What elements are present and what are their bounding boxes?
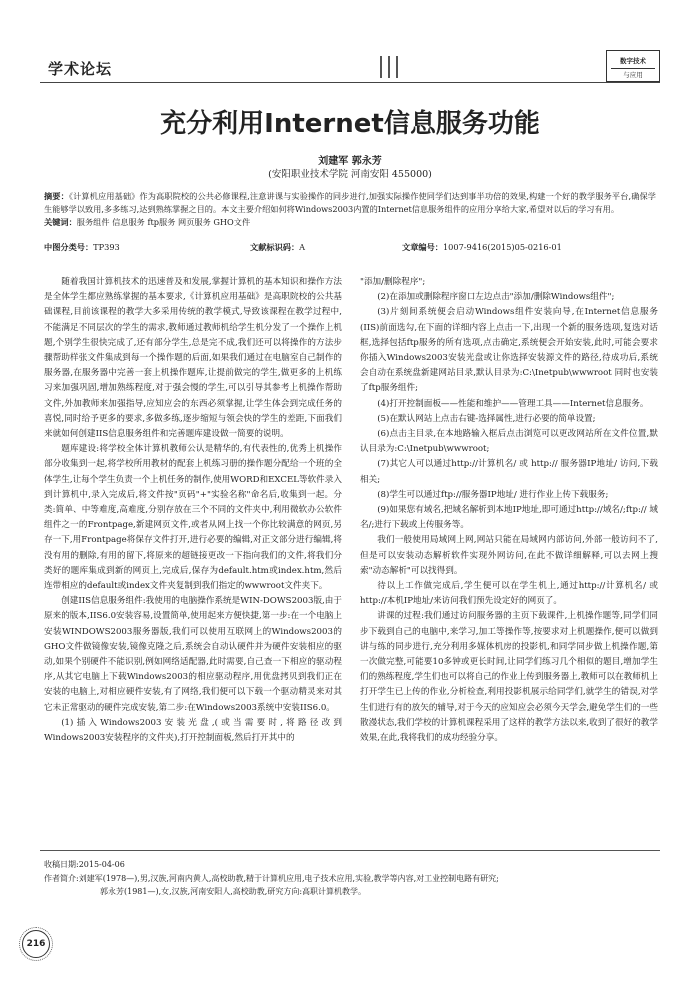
page-header <box>40 52 660 83</box>
paragraph: (5)在默认网站上点击右键-选择属性,进行必要的简单设置; <box>377 413 596 424</box>
doc-code <box>250 242 305 253</box>
left-column <box>44 275 342 746</box>
paragraph: 我们一般使用局域网上网,网站只能在局域网内部访问,外部一般访问不了,但是可以安装动态解析软件实现外网访问,在此不做详细解释,可以去网上搜索"动态解析"可以找得到。 <box>360 535 658 576</box>
paragraph: (2)在添加或删除程序窗口左边点击"添加/删除Windows组件"; <box>377 292 615 303</box>
abstract-label: 摘要： <box>44 191 69 201</box>
author-bio-2: 郭永芳(1981—),女,汉族,河南安阳人,高校助教,研究方向:高职计算机教学。 <box>100 887 367 896</box>
header-divider-bars-icon <box>380 56 404 80</box>
paragraph: "添加/删除程序"; <box>360 277 426 287</box>
journal-logo <box>606 50 660 82</box>
page-number: 216 <box>22 930 50 958</box>
paragraph: (9)如果您有域名,把域名解析到本地IP地址,即可通过http://域名/;ftp:// 域名/;进行下载或上传服务等。 <box>360 505 658 531</box>
paragraph: (7)其它人可以通过http://计算机名/ 或 http:// 服务器IP地址/ 访问,下载相关; <box>360 459 658 485</box>
clc-number <box>44 242 120 253</box>
author-bio-1: 作者简介:刘建军(1978—),男,汉族,河南内黄人,高校助教,精于计算机应用,电子技术应用,实验,教学等内容,对工业控制电路有研究; <box>44 873 499 883</box>
article-number-value: 1007-9416(2015)05-0216-01 <box>442 242 562 252</box>
article-number <box>402 242 562 253</box>
abstract-block <box>44 190 656 229</box>
doc-code-value: A <box>299 242 306 252</box>
abstract <box>44 190 656 216</box>
clc-label: 中图分类号： <box>44 242 94 252</box>
journal-logo-line1: 数字技术 <box>620 57 646 65</box>
paragraph: 讲课的过程:我们通过访问服务器的主页下载课件,上机操作题等,同学们同步下载到自己的电脑中,来学习,加工等操作等,按要求对上机题操作,便可以做到讲与练的同步进行,充分利用多媒体机房的投影机,和同学同步做上机操作题,第一次做完整,可能要10多钟或更长时间,让同学们练习几个相似的题目,增加学生们的熟练程度,学生们也可以将自己的作业上传到服务器上,教师可以在教师机上打开学生已上传的作业,分析检查,利用投影机展示给同学们,就学生的错误,对学生们进行有的放矢的辅导,对于今天的应知应会必须今天学会,避免学生们的一些散漫状态,我们学校的计算机课程采用了这样的教学方法以来,收到了很好的教学效果,在此,我将我们的成功经验分享。 <box>360 611 658 744</box>
received-date: 收稿日期:2015-04-06 <box>44 860 125 869</box>
paragraph: (8)学生可以通过ftp://服务器IP地址/ 进行作业上传下载服务; <box>377 489 609 500</box>
paragraph: 随着我国计算机技术的迅速普及和发展,掌握计算机的基本知识和操作方法是全体学生都应熟练掌握的基本要求,《计算机应用基础》是高职院校的公共基础课程,目前该课程的教学大多采用传统的教学模式,导致该课程在教学过程中,不能满足不同层次的学生的需求,教师通过教师机给学生机分发了一个操作上机题,个别学生很快完成了,还有部分学生,总是完不成,我们还可以将操作的方法步骤帮助样张文件集成到每一个操作题的后面,如果我们通过在电脑室自己制作的服务器,在服务器中完善一套上机操作题库,让提前做完的学生,做更多的上机练习来加强巩固,增加熟练程度,对于强会慢的学生,可以引导其参考上机操作帮助文件,外加教师来加强指导,应知应会的东西必须掌握,让学生体会到完成任务的喜悦,同时给予更多的要求,多做多练,逐步缩短与领会快的学生的差距,下面我们来就如何创建IIS信息服务组件和完善题库建设做一简要的说明。 <box>44 277 342 440</box>
paragraph: (3)片刻间系统便会启动Windows组件安装向导,在Internet信息服务(IIS)前面选勾,在下面的详细内容上点击一下,出现一个新的服务选项,复选对话框,选择包括ftp服务的所有选项,点击确定,系统便会开始安装,此时,可能会要求你插入Windows2003安装光盘或让你选择安装源文件的路径,待成功后,系统会自动在系统盘新建网站目录,默认目录为:C:\Inetpub\wwwroot 同时也安装了ftp服务组件; <box>360 307 658 394</box>
affiliation: (安阳职业技术学院 河南安阳 455000) <box>268 169 432 180</box>
paragraph: 创建IIS信息服务组件:我使用的电脑操作系统是WIN-DOWS2003版,由于原来的版本,IIS6.0安装容易,设置简单,使用起来方便快捷,第一步:在一个电脑上安装WINDOWS2003服务器版,我们可以使用互联网上的Windows2003的GHO文件做镜像安装,镜像克隆之后,系统会自动认硬件并为硬件安装相应的驱动,如果个别硬件不能识别,例如网络适配器,此时需要,自己查一下相应的驱动程序,从其它电脑上下载Windows2003的相应驱动程序,用优盘拷贝到我们正在安装的电脑上,对相应硬件安装,有了网络,我们便可以下载一个驱动精灵来对其它未正常驱动的硬件完成安装,第二步:在Windows2003系统中安装IIS6.0。 <box>44 596 342 713</box>
article-title: 充分利用Internet信息服务功能 <box>160 109 540 139</box>
keywords-text: 服务组件 信息服务 ftp服务 网页服务 GHO文件 <box>76 217 251 227</box>
right-column <box>360 275 658 746</box>
paragraph: (1)插入Windows2003安装光盘,(或当需要时,将路径改到Windows2003安装程序的文件夹),打开控制面板,然后打开其中的 <box>44 717 342 744</box>
paragraph: 题库建设:将学校全体计算机教师公认是精华的,有代表性的,优秀上机操作部分收集到一起,将学校所用教材的配套上机练习册的操作题分配给一个班的全体学生,让每个学生负责一个上机任务的制作,使用WORD和EXCEL等软件录入到计算机中,录入完成后,将文件按"页码"+"实验名称"命名后,收集到一起。分类:简单、中等难度,高难度,分别存放在三个不同的文件夹中,利用微软办公软件组件之一的Frontpage,新建网页文件,或者从网上找一个你比较满意的网页,另存一下,用Frontpage将保存文件打开,进行必要的编辑,对正文部分进行编辑,将没有用的删除,有用的留下,将原来的超链接更改一下指向我们的文件,将我们分类好的题库集成到新的网页上,完成后,保存为default.htm或index.htm,然后连带相应的default或index文件夹复制到我们指定的wwwroot文件夹下。 <box>44 444 342 592</box>
keywords-label: 关键词： <box>44 217 77 227</box>
keywords <box>44 216 656 229</box>
footnote-divider <box>40 850 660 851</box>
article-number-label: 文章编号： <box>402 242 443 252</box>
paragraph: (4)打开控制面板——性能和维护——管理工具——Internet信息服务。 <box>377 398 649 409</box>
paragraph: 待以上工作做完成后,学生便可以在学生机上,通过http://计算机名/ 或 http://本机IP地址/来访问我们预先设定好的网页了。 <box>360 581 658 607</box>
section-label: 学术论坛 <box>48 60 113 78</box>
paragraph: (6)点击主目录,在本地路输入框后点击浏览可以更改网站所在文件位置,默认目录为:C:\Inetpub\wwwroot; <box>360 429 658 455</box>
authors: 刘建军 郭永芳 <box>318 156 382 167</box>
abstract-text: 《计算机应用基础》作为高职院校的公共必修课程,注意讲课与实验操作的同步进行,加强实际操作使同学们达到事半功倍的效果,构建一个好的教学服务平台,确保学生能够学以致用,多多练习,达到熟练掌握之目的。本文主要介绍如何将Windows2003内置的Internet信息服务组件的应用分享给大家,希望对以后的学习有用。 <box>44 191 656 214</box>
journal-logo-line2: 与应用 <box>611 68 655 79</box>
doc-code-label: 文献标识码： <box>250 242 300 252</box>
footnote <box>44 858 656 899</box>
clc-value: TP393 <box>93 242 120 252</box>
